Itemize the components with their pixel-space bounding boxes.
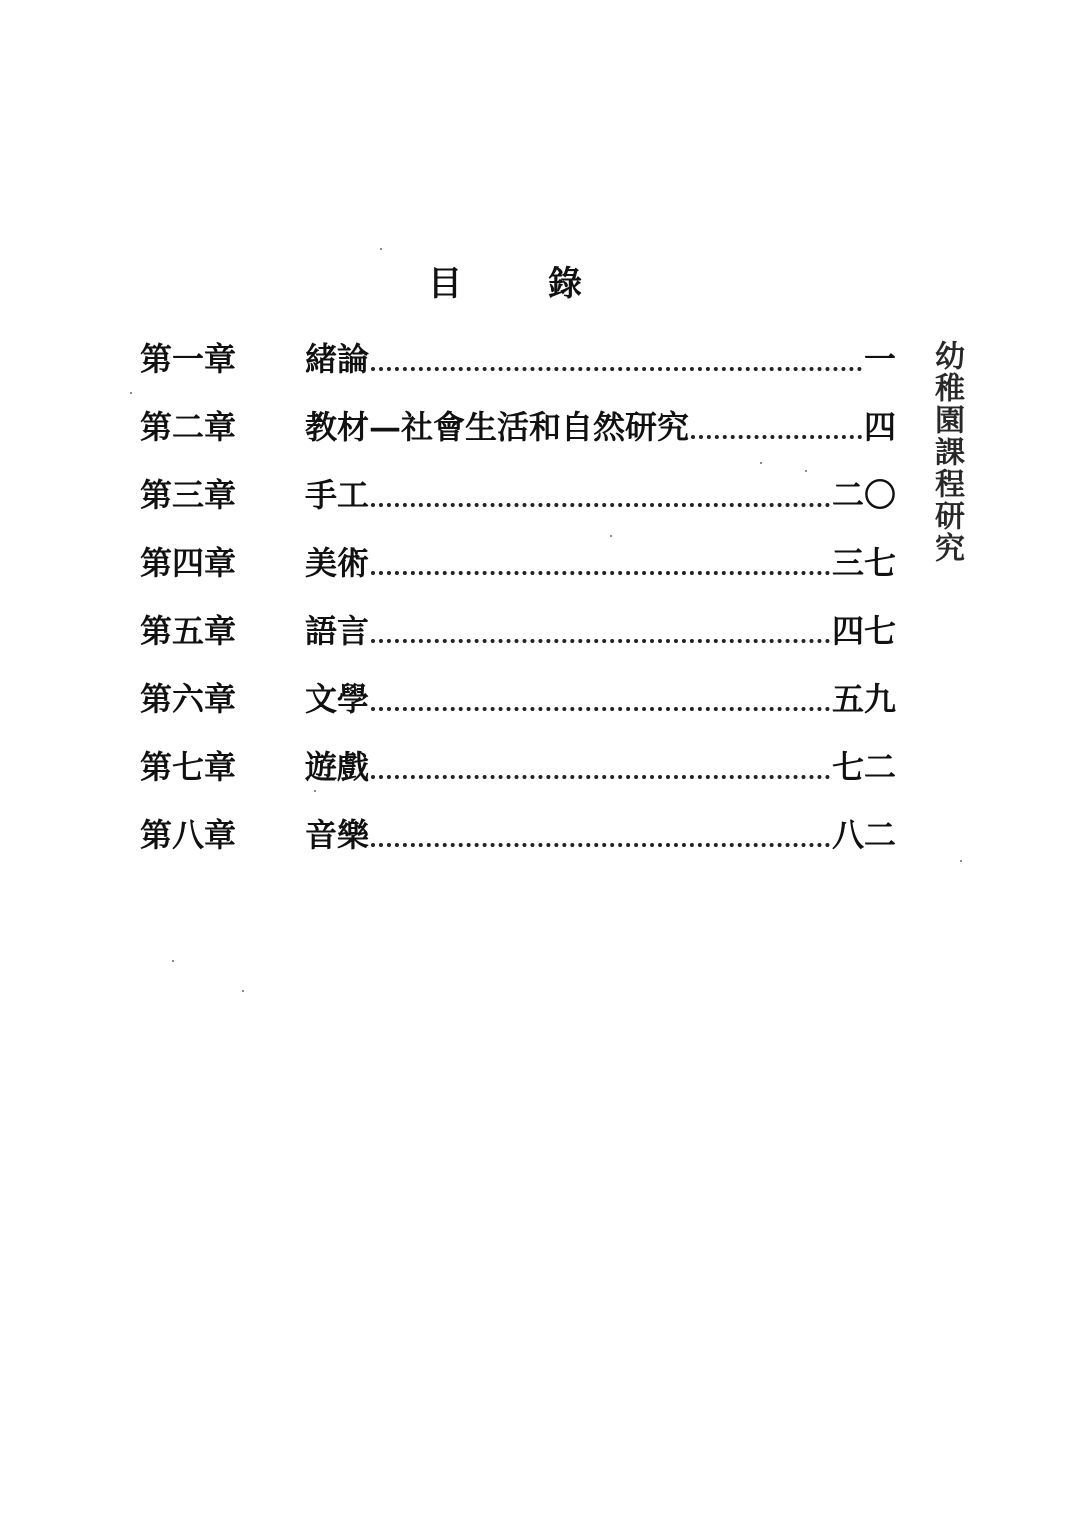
scan-speck xyxy=(314,790,316,792)
scan-speck xyxy=(760,462,762,464)
scan-speck xyxy=(242,990,244,992)
toc-page-number: 七二 xyxy=(831,748,896,786)
toc-row xyxy=(140,529,896,597)
toc-chapter-label: 第三章 xyxy=(140,476,237,514)
toc-page-number: 二〇 xyxy=(831,476,896,514)
dot-leader xyxy=(691,435,862,439)
toc-entry-title: 教材—社會生活和自然研究 xyxy=(305,408,690,446)
toc-page-number: 八二 xyxy=(831,816,896,854)
dot-leader xyxy=(371,367,862,371)
toc-row xyxy=(140,801,896,869)
toc-row xyxy=(140,597,896,665)
dot-leader xyxy=(371,571,830,575)
scan-speck xyxy=(380,248,382,250)
toc-entry-title: 美術 xyxy=(305,544,370,582)
side-stamp-title: 幼稚園課程研究 xyxy=(929,340,964,564)
toc-row xyxy=(140,733,896,801)
toc-entry-title: 手工 xyxy=(305,476,370,514)
toc-chapter-label: 第六章 xyxy=(140,680,237,718)
dot-leader xyxy=(371,707,830,711)
toc-heading: 目 錄 xyxy=(428,264,608,304)
toc-page-number: 三七 xyxy=(831,544,896,582)
toc-chapter-label: 第四章 xyxy=(140,544,237,582)
toc-entry-title: 音樂 xyxy=(305,816,370,854)
dot-leader xyxy=(371,639,830,643)
toc-page-number: 四 xyxy=(863,408,896,446)
toc-entry-title: 文學 xyxy=(305,680,370,718)
dot-leader xyxy=(371,775,830,779)
toc-row xyxy=(140,665,896,733)
scan-speck xyxy=(130,392,132,394)
toc-chapter-label: 第七章 xyxy=(140,748,237,786)
toc-entry-title: 遊戲 xyxy=(305,748,370,786)
toc-chapter-label: 第八章 xyxy=(140,816,237,854)
toc-page-number: 一 xyxy=(863,340,896,378)
toc-entry-title: 緒論 xyxy=(305,340,370,378)
dot-leader xyxy=(371,503,830,507)
dot-leader xyxy=(371,843,830,847)
scan-speck xyxy=(805,470,807,472)
toc-entry-title: 語言 xyxy=(305,612,370,650)
toc-chapter-label: 第二章 xyxy=(140,408,237,446)
toc-row xyxy=(140,461,896,529)
scan-speck xyxy=(172,960,174,962)
toc-chapter-label: 第一章 xyxy=(140,340,237,378)
scan-speck xyxy=(610,535,612,537)
toc-row xyxy=(140,393,896,461)
scan-speck xyxy=(960,860,962,862)
toc-page-number: 四七 xyxy=(831,612,896,650)
toc-page-number: 五九 xyxy=(831,680,896,718)
table-of-contents xyxy=(140,325,896,869)
toc-row xyxy=(140,325,896,393)
toc-chapter-label: 第五章 xyxy=(140,612,237,650)
